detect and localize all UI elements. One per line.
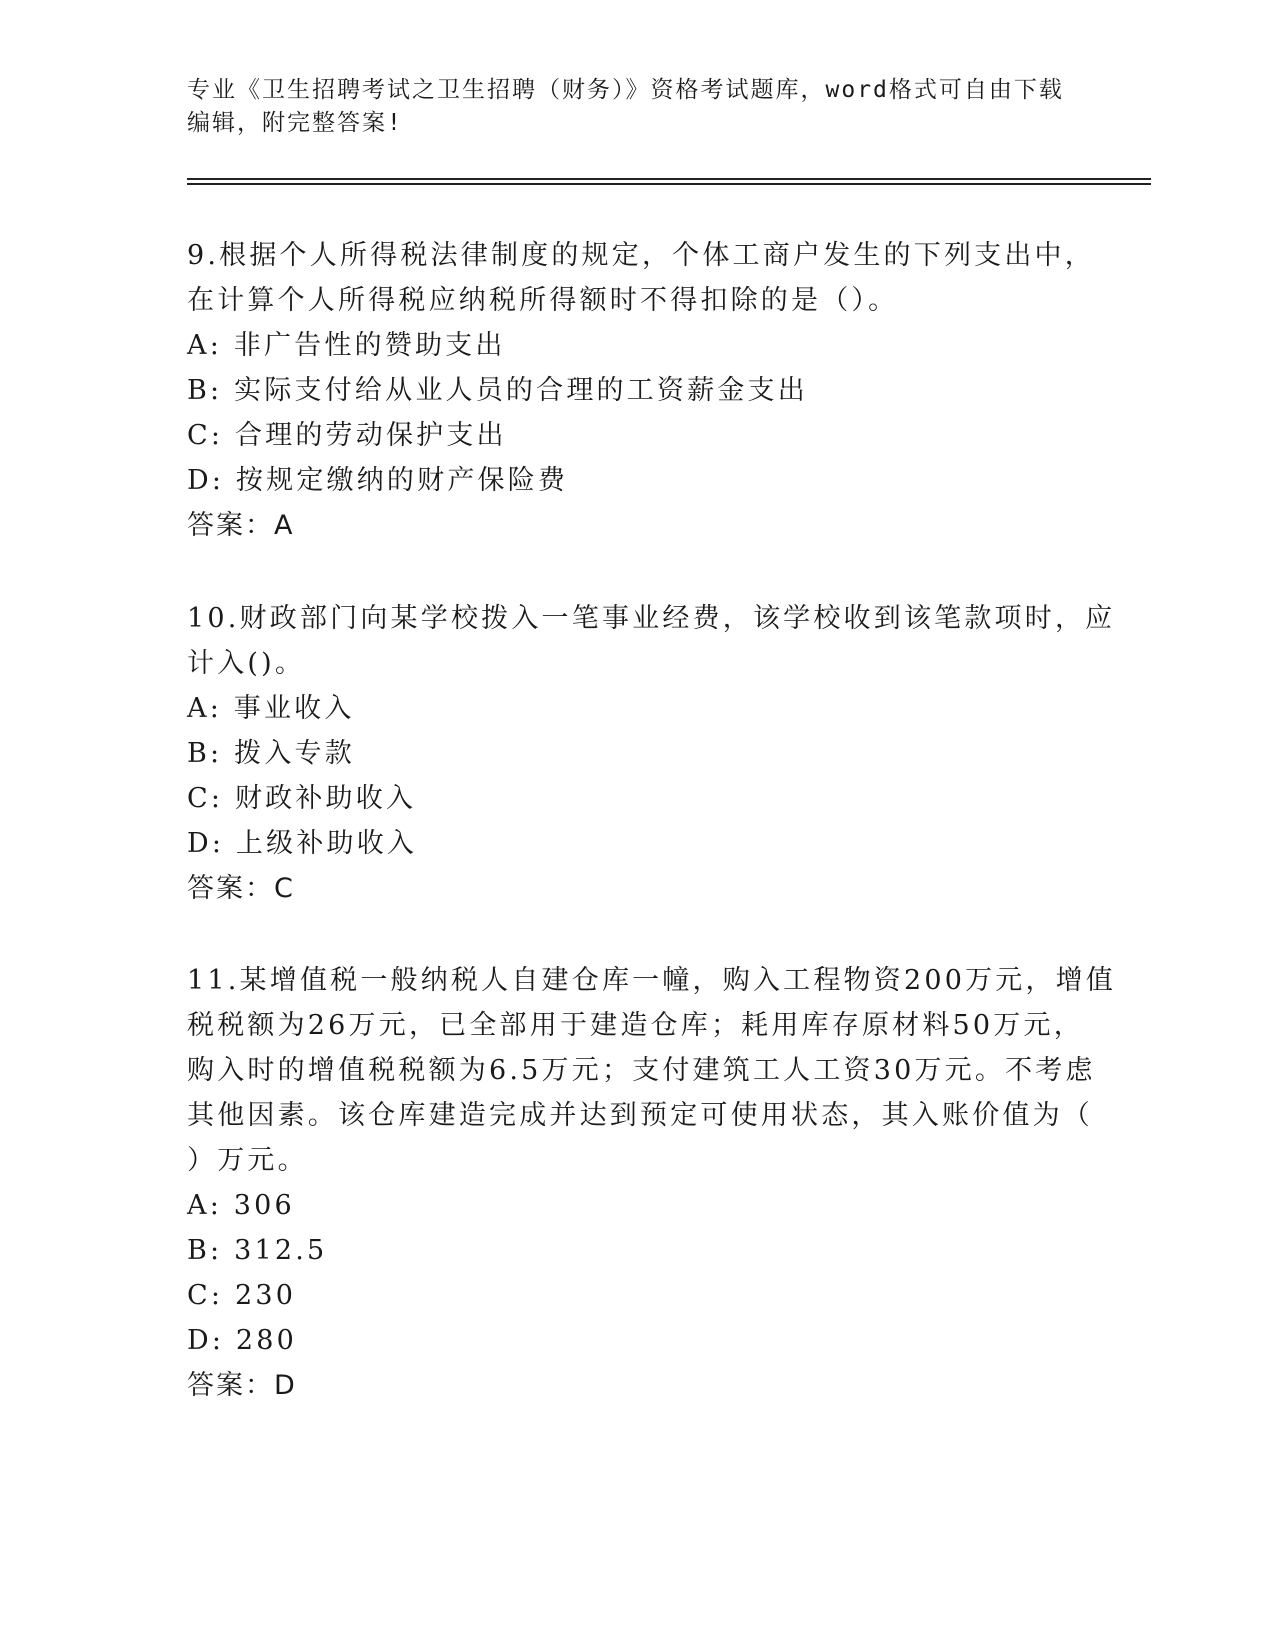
question-text-line: 其他因素。该仓库建造完成并达到预定可使用状态，其入账价值为（ bbox=[187, 1100, 1093, 1131]
option-d: D: 280 bbox=[187, 1325, 298, 1356]
question-text-line: 11.某增值税一般纳税人自建仓库一幢，购入工程物资200万元，增值 bbox=[187, 965, 1117, 996]
answer-label: 答案：D bbox=[187, 1370, 297, 1401]
option-b: B: 拨入专款 bbox=[187, 738, 355, 769]
answer-label: 答案：C bbox=[187, 873, 295, 904]
question-text-line: 9.根据个人所得税法律制度的规定，个体工商户发生的下列支出中， bbox=[187, 240, 1095, 271]
question-text-line: 10.财政部门向某学校拨入一笔事业经费，该学校收到该笔款项时，应 bbox=[187, 603, 1116, 634]
answer-label: 答案：A bbox=[187, 510, 295, 541]
document-header bbox=[187, 74, 1067, 140]
question-10 bbox=[187, 596, 1116, 911]
option-d: D: 上级补助收入 bbox=[187, 828, 418, 859]
option-d: D: 按规定缴纳的财产保险费 bbox=[187, 465, 569, 496]
option-a: A: 306 bbox=[187, 1190, 295, 1221]
option-a: A: 事业收入 bbox=[187, 693, 355, 724]
question-9 bbox=[187, 233, 1095, 548]
header-divider-top bbox=[187, 178, 1151, 180]
question-text-line: 税税额为26万元，已全部用于建造仓库；耗用库存原材料50万元， bbox=[187, 1010, 1084, 1041]
question-text-line: 购入时的增值税税额为6.5万元；支付建筑工人工资30万元。不考虑 bbox=[187, 1055, 1096, 1086]
option-b: B: 312.5 bbox=[187, 1235, 328, 1266]
question-11 bbox=[187, 958, 1117, 1408]
option-a: A: 非广告性的赞助支出 bbox=[187, 330, 506, 361]
question-text-line: ）万元。 bbox=[187, 1145, 308, 1176]
header-line-2: 编辑，附完整答案! bbox=[187, 110, 403, 136]
question-text-line: 计入()。 bbox=[187, 648, 306, 679]
option-c: C: 财政补助收入 bbox=[187, 783, 417, 814]
header-line-1: 专业《卫生招聘考试之卫生招聘（财务）》资格考试题库，word格式可自由下载 bbox=[187, 77, 1064, 103]
header-divider-bottom bbox=[187, 183, 1151, 185]
option-b: B: 实际支付给从业人员的合理的工资薪金支出 bbox=[187, 375, 808, 406]
question-text-line: 在计算个人所得税应纳税所得额时不得扣除的是（）。 bbox=[187, 285, 899, 316]
option-c: C: 合理的劳动保护支出 bbox=[187, 420, 507, 451]
option-c: C: 230 bbox=[187, 1280, 297, 1311]
